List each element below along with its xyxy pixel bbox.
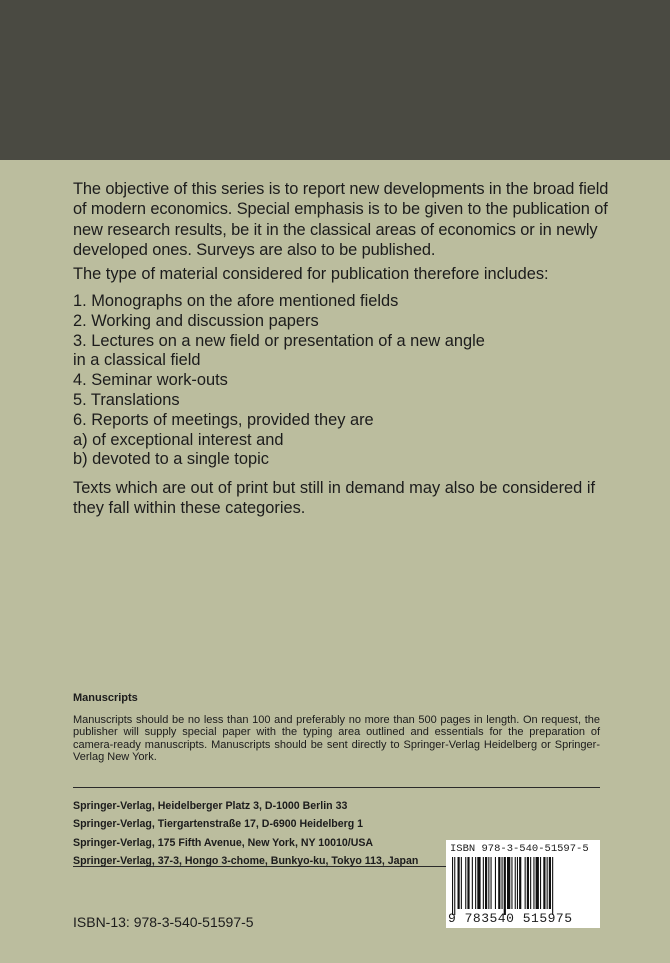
barcode-bar — [515, 857, 516, 909]
barcode-bar — [519, 857, 521, 909]
barcode-bar — [498, 857, 500, 909]
list-item: 6. Reports of meetings, provided they are — [73, 410, 374, 429]
material-types-list — [73, 292, 593, 470]
divider-bottom — [73, 866, 446, 867]
barcode-bar — [454, 857, 455, 915]
barcode-bar — [485, 857, 487, 909]
barcode-bar — [525, 857, 526, 909]
barcode-bar — [488, 857, 489, 909]
divider-top — [73, 787, 600, 788]
list-item: 1. Monographs on the afore mentioned fields — [73, 292, 399, 310]
barcode-bar — [511, 857, 512, 909]
isbn-barcode — [446, 840, 600, 928]
barcode-bar — [467, 857, 469, 909]
barcode-bars-icon — [450, 857, 596, 915]
barcode-isbn-text: ISBN 978-3-540-51597-5 — [450, 843, 589, 855]
list-item-continuation: in a classical field — [73, 351, 201, 370]
material-types-intro: The type of material considered for publication therefore includes: — [73, 265, 549, 283]
barcode-bar — [452, 857, 453, 915]
barcode-bar — [517, 857, 518, 909]
address-line: Springer-Verlag, Tiergartenstraße 17, D-6900 Heidelberg 1 — [73, 818, 364, 831]
series-objective-paragraph: The objective of this series is to report new developments in the broad field of modern economics. Special emphasis is to be given to the publication of new research results, be it in the classical areas of economics or in newly developed ones. Surveys are also to be published. — [73, 180, 609, 260]
manuscripts-text: Manuscripts should be no less than 100 and preferably no more than 500 pages in length. On request, the publisher will supply special paper with the typing area outlined and essentials for the preparation of camera-ready manuscripts. Manuscripts should be sent directly to Springer-Verlag Heidelberg or Springer-Verlag New York. — [73, 714, 600, 763]
barcode-bar — [477, 857, 480, 909]
list-item: 5. Translations — [73, 390, 180, 409]
barcode-number: 9 783540 515975 — [448, 911, 573, 926]
barcode-bar — [540, 857, 541, 909]
barcode-bar — [552, 857, 553, 915]
barcode-bar — [495, 857, 496, 909]
manuscripts-heading: Manuscripts — [73, 692, 138, 704]
barcode-bar — [549, 857, 551, 909]
barcode-bar — [472, 857, 473, 909]
barcode-bar — [527, 857, 529, 909]
barcode-bar — [543, 857, 545, 909]
barcode-bar — [483, 857, 484, 909]
barcode-bar — [533, 857, 534, 909]
barcode-bar — [547, 857, 548, 909]
list-item: 4. Seminar work-outs — [73, 371, 228, 390]
barcode-bar — [461, 857, 462, 909]
barcode-bar — [502, 857, 503, 909]
barcode-bar — [458, 857, 460, 909]
top-color-band — [0, 0, 670, 160]
address-line: Springer-Verlag, 37-3, Hongo 3-chome, Bunkyo-ku, Tokyo 113, Japan — [73, 854, 419, 867]
barcode-bar — [475, 857, 476, 909]
list-subitem: b) devoted to a single topic — [73, 450, 269, 469]
address-line: Springer-Verlag, 175 Fifth Avenue, New York, NY 10010/USA — [73, 836, 374, 849]
list-item: 2. Working and discussion papers — [73, 311, 319, 330]
closing-paragraph: Texts which are out of print but still in demand may also be considered if they fall within these categories. — [73, 479, 596, 518]
list-item: 3. Lectures on a new field or presentation of a new angle — [73, 331, 485, 350]
barcode-bar — [504, 857, 506, 915]
barcode-bar — [530, 857, 531, 909]
barcode-bar — [536, 857, 539, 909]
isbn-13-label: ISBN-13: 978-3-540-51597-5 — [73, 914, 254, 930]
list-subitem: a) of exceptional interest and — [73, 430, 284, 449]
publisher-addresses — [73, 797, 453, 870]
barcode-bar — [507, 857, 510, 909]
barcode-bar — [491, 857, 492, 909]
address-line: Springer-Verlag, Heidelberger Platz 3, D-1000 Berlin 33 — [73, 800, 348, 812]
barcode-bar — [465, 857, 466, 909]
